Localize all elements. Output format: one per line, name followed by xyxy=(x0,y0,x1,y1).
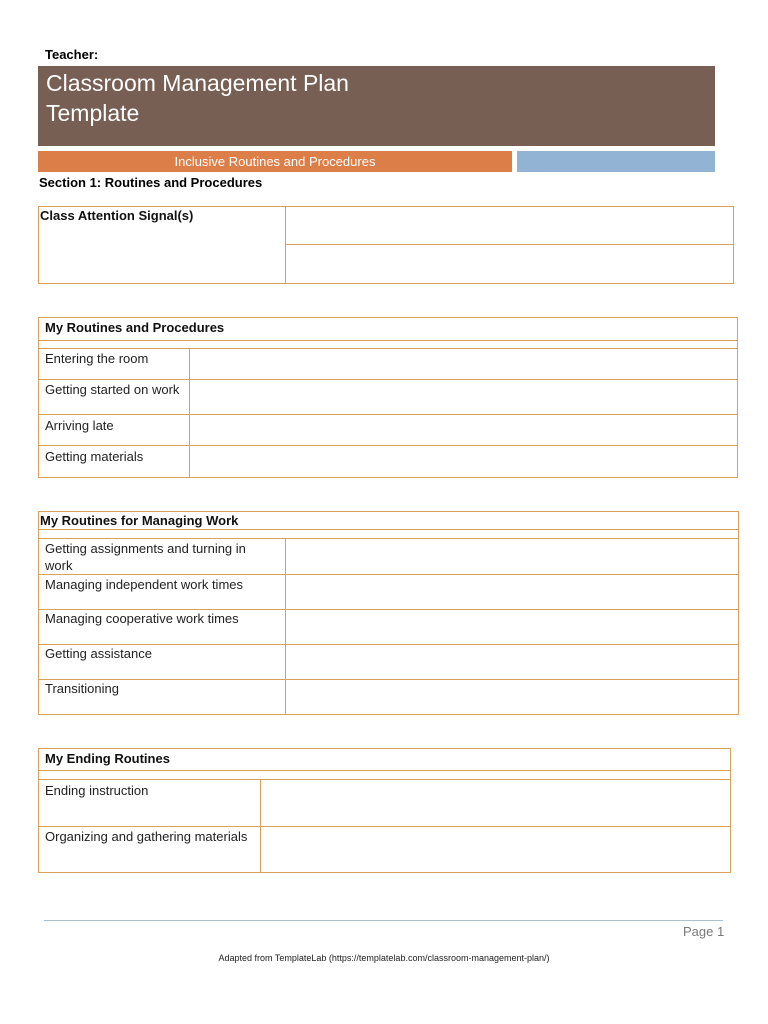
ending-row-label: Organizing and gathering materials xyxy=(45,829,248,844)
title-banner xyxy=(38,66,715,146)
managing-header-line xyxy=(38,529,739,530)
routines-divider xyxy=(189,348,190,478)
ending-routines-table xyxy=(38,748,731,873)
title-line-2: Template xyxy=(46,100,140,126)
managing-row-label: Getting assignments and turning in work xyxy=(45,541,246,573)
managing-work-title: My Routines for Managing Work xyxy=(40,513,239,528)
section-heading: Section 1: Routines and Procedures xyxy=(39,175,263,190)
attention-answer-2[interactable] xyxy=(287,246,732,282)
page-number: Page 1 xyxy=(683,924,725,939)
managing-row-label: Managing cooperative work times xyxy=(45,611,239,626)
managing-row-label: Managing independent work times xyxy=(45,577,244,592)
routines-header-line xyxy=(38,340,738,341)
ending-divider xyxy=(260,779,261,873)
ending-row-line xyxy=(38,826,731,827)
routines-header-line-2 xyxy=(38,348,738,349)
managing-row-label: Transitioning xyxy=(45,681,119,696)
attention-divider xyxy=(285,206,286,284)
footer-rule xyxy=(44,920,723,921)
routine-row-label: Getting materials xyxy=(45,449,144,464)
attention-answer-1[interactable] xyxy=(287,208,732,243)
ending-header-line xyxy=(38,770,731,771)
attention-row-divider xyxy=(285,244,734,245)
subtitle-bar: Inclusive Routines and Procedures xyxy=(38,151,512,172)
ending-title: My Ending Routines xyxy=(45,751,170,766)
footer-credit: Adapted from TemplateLab (https://templatelab.com/classroom-management-plan/) xyxy=(218,953,550,963)
ending-header-line-2 xyxy=(38,779,731,780)
title-line-1: Classroom Management Plan xyxy=(46,70,349,96)
routines-row-line xyxy=(38,379,738,380)
managing-header-line-2 xyxy=(38,538,739,539)
ending-row-label: Ending instruction xyxy=(45,783,149,798)
teacher-label: Teacher: xyxy=(45,47,99,62)
managing-row-line xyxy=(38,574,739,575)
routine-row-label: Getting started on work xyxy=(45,382,180,397)
accent-bar xyxy=(517,151,715,172)
managing-divider xyxy=(285,538,286,715)
routines-row-line xyxy=(38,414,738,415)
managing-row-label: Getting assistance xyxy=(45,646,152,661)
routines-row-line xyxy=(38,445,738,446)
attention-label: Class Attention Signal(s) xyxy=(40,208,194,223)
routine-row-label: Arriving late xyxy=(45,418,114,433)
routines-title: My Routines and Procedures xyxy=(45,320,225,335)
routine-row-label: Entering the room xyxy=(45,351,149,366)
